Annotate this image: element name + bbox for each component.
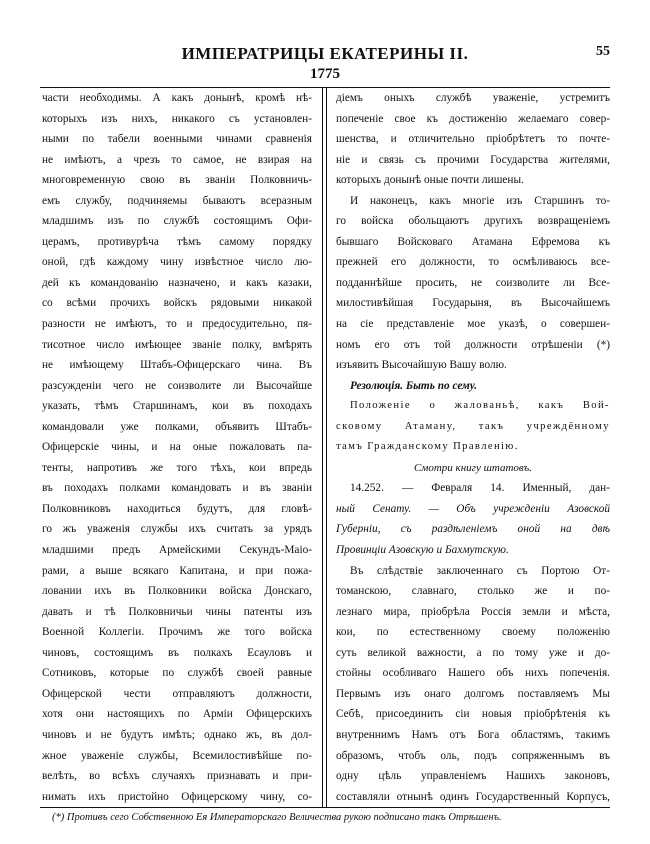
text-line: хотя они настоящихъ по Арміи Офицерскихъ: [42, 708, 312, 721]
text-line: Полковниковъ находиться будутъ, для гловѣ-: [42, 502, 312, 515]
text-line: ніе и связь съ прочими Государства жителями,: [336, 153, 610, 166]
text-line: Военной Коллегіи. Прочимъ же того войска: [42, 626, 312, 639]
text-line: го войска обольщаютъ другихъ возвращеніемъ: [336, 215, 610, 228]
year-heading: 1775: [310, 66, 340, 82]
text-line: ный Сенату. — Объ учрежденіи Азовской: [336, 502, 610, 515]
text-line: стойны особливаго Нашего объ нихъ попеченія.: [336, 667, 610, 680]
text-line: номъ его отъ той должности отрѣшеніи (*): [336, 338, 610, 351]
text-line: Первымъ изъ онаго долгомъ поставляемъ Мы: [336, 687, 610, 700]
text-line: ловании ихъ въ Полковники войска Донскаго,: [42, 585, 312, 598]
text-line: И наконецъ, какъ многіе изъ Старшинъ то-: [350, 194, 610, 207]
text-line: тенты, напротивъ же того тѣхъ, кои впредь: [42, 461, 312, 474]
text-line: не имѣющему Штабъ-Офицерскаго чина. Въ: [42, 359, 312, 372]
text-line: Резолюція. Быть по сему.: [350, 379, 477, 392]
text-line: попеченіе свое къ достиженію желаемаго совер-: [336, 112, 610, 125]
text-line: 14.252. — Февраля 14. Именный, дан-: [350, 482, 610, 495]
text-line: суть великой важности, а по тому уже и до-: [336, 646, 610, 659]
text-line: которыхъ изъ нихъ, никакого съ установлен-: [42, 112, 312, 125]
left-column: [42, 88, 312, 808]
text-line: нимать ихъ пристойно Офицерскому чину, со-: [42, 790, 312, 803]
text-line: Провинціи Азовскую и Бахмутскую.: [336, 544, 509, 557]
running-title: ИМПЕРАТРИЦЫ ЕКАТЕРИНЫ II.: [181, 44, 469, 63]
text-line: многовременную свою въ званіи Полковничь-: [42, 174, 312, 187]
text-line: жное уваженіе службы, Всемилостивѣйше по-: [42, 749, 312, 762]
footnote: (*) Противъ сего Собственною Ея Императорскаго Величества рукою подписано такъ Отрѣшенъ.: [52, 812, 502, 823]
column-divider: [322, 88, 327, 807]
text-line: Положеніе о жалованьѣ, какъ Вой-: [350, 400, 610, 412]
text-line: части необходимы. А какъ донынѣ, кромѣ нѣ-: [42, 92, 312, 104]
text-line: одну цѣль управленіемъ Нашихъ законовъ,: [336, 770, 610, 783]
text-line: подданнѣйше просить, не соизволите ли Все-: [336, 276, 610, 289]
text-line: го жъ уваженія службы ихъ считать за урядъ: [42, 523, 312, 536]
text-line: Губерніи, съ раздѣленіемъ оной на двѣ: [336, 523, 610, 536]
text-line: емъ службу, подчиняемы бываютъ всеразным: [42, 194, 312, 207]
text-line: изъявить Высочайшую Вашу волю.: [336, 359, 507, 372]
text-line: сковому Атаману, такъ учреждённому: [336, 420, 610, 432]
text-line: разсужденіи чего не соизволите ли Высочайше: [42, 379, 312, 392]
text-line: Себѣ, присоединить сіи новыя пріобрѣтенія къ: [336, 708, 610, 721]
text-line: оной, гдѣ каждому чину извѣстное число лю-: [42, 256, 312, 269]
text-line: которыхъ донынѣ оные почти лишены.: [336, 174, 524, 187]
text-line: младшимъ изъ по службѣ состоящимъ Офи-: [42, 215, 312, 228]
page-number: 55: [596, 44, 610, 59]
text-line: дей къ командованію назначено, и какъ казаки,: [42, 276, 312, 289]
text-line: образомъ, чтобъ оль, подъ сопряженнымъ въ: [336, 749, 610, 762]
text-line: чиновъ и не будутъ имѣть; однако жъ, въ дол-: [42, 728, 312, 741]
right-column: [336, 88, 610, 808]
text-line: Офицерскіе чины, и на оные пожаловать па-: [42, 441, 312, 454]
text-line: составляли отнынѣ одинъ Государственный Корпусъ,: [336, 790, 610, 803]
text-line: лезнаго мира, пріобрѣла Россія земли и мѣста,: [336, 605, 610, 618]
text-line: тисотное число имѣющее званіе полку, вмѣрять: [42, 338, 312, 351]
text-line: тамъ Гражданскому Правленію.: [336, 441, 519, 453]
text-line: давать и тѣ Полковничьи чины патенты изъ: [42, 605, 312, 618]
text-line: велѣть, во всѣхъ случаяхъ признавать и при-: [42, 770, 312, 783]
text-line: Смотри книгу штатовъ.: [414, 461, 532, 474]
text-line: прежней его должности, то осмѣливаюсь все-: [336, 256, 610, 269]
text-line: со всѣми прочихъ войскъ рядовыми никакой: [42, 297, 312, 310]
text-line: на сіе представленіе мое указѣ, о совершен-: [336, 318, 610, 331]
text-line: церамъ, противурѣча тѣмъ самому порядку: [42, 235, 312, 248]
text-line: чиновъ, состоящимъ въ полкахъ Есауловъ и: [42, 646, 312, 659]
text-line: кои, по естественному своему положенію: [336, 626, 610, 639]
text-line: бывшаго Войсковаго Атамана Ефремова къ: [336, 235, 610, 248]
text-line: томанскою, славнаго, столько же и по-: [336, 585, 610, 598]
text-line: шенства, и отличительно пріобрѣтетъ то почте-: [336, 133, 610, 146]
text-line: въ походахъ полками командовать и въ званіи: [42, 482, 312, 495]
text-line: разности не имѣютъ, то и предосудительно, пя-: [42, 318, 312, 331]
text-line: внутреннимъ Намъ отъ Бога областямъ, такимъ: [336, 728, 610, 741]
text-line: діемъ оныхъ службѣ уваженіе, устремитъ: [336, 92, 610, 104]
text-line: не имѣютъ, а чрезъ то самое, не взирая на: [42, 153, 312, 166]
text-line: командовали уже полками, объявить Штабъ-: [42, 420, 312, 433]
text-line: Сотниковъ, которые по службѣ своей равные: [42, 667, 312, 680]
text-line: Въ слѣдствіе заключеннаго съ Портою От-: [350, 564, 610, 577]
footnote-rule: [40, 807, 610, 808]
text-line: ными по табели военными чинами сравненія: [42, 133, 312, 146]
text-line: Офицерской чести отправляютъ должности,: [42, 687, 312, 700]
text-line: милостивѣйшая Государыня, въ Высочайшемъ: [336, 297, 610, 310]
text-line: указать, тѣмъ Старшинамъ, кои въ походахъ: [42, 400, 312, 413]
text-line: рами, а выше всякаго Капитана, и при пожа-: [42, 564, 312, 577]
text-line: младшими предъ Армейскими Секундъ-Маіо-: [42, 544, 312, 557]
